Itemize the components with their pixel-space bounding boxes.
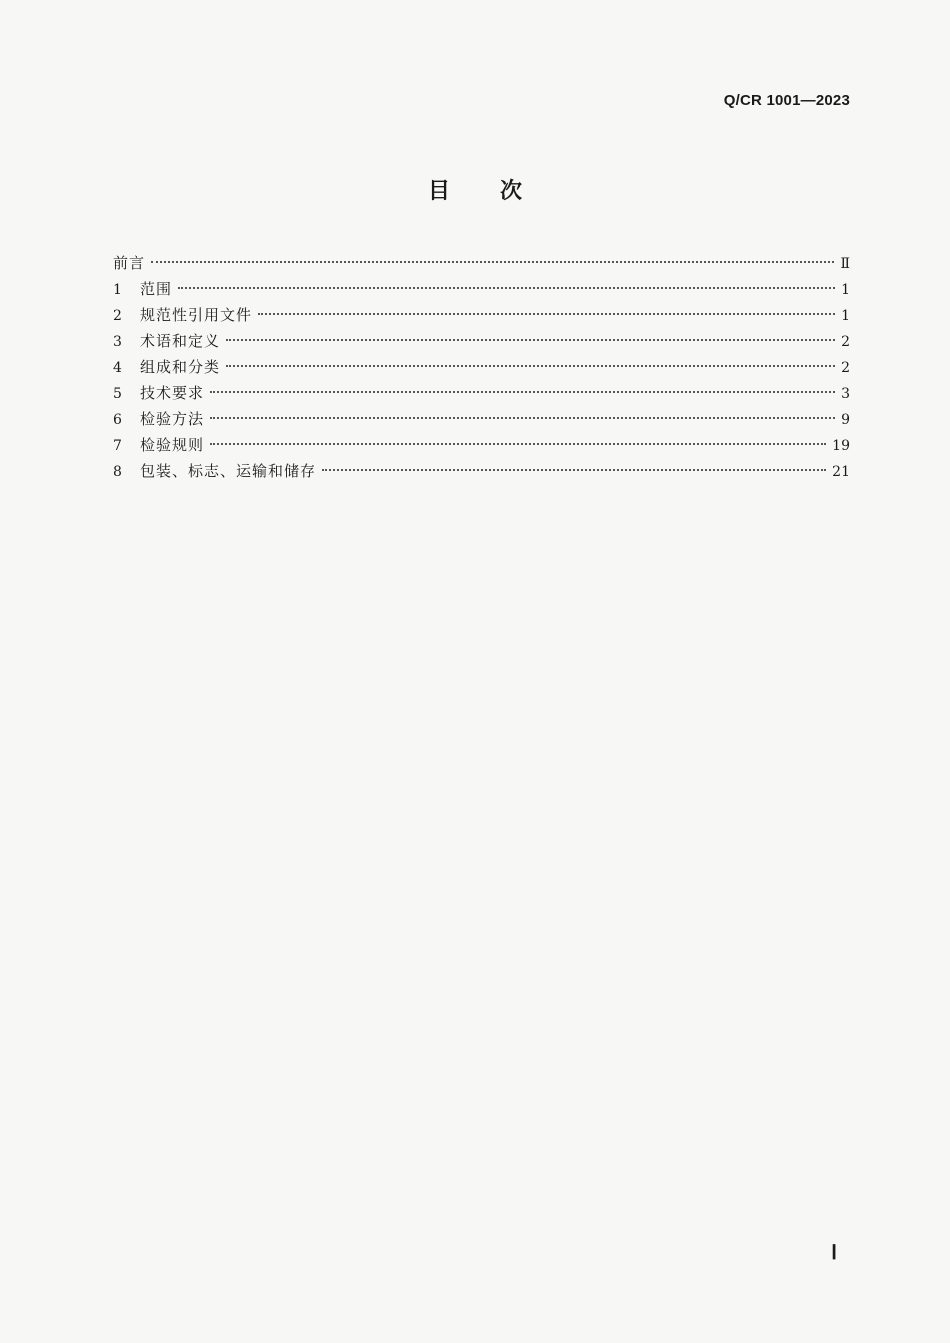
toc-entry-composition-classification[interactable] — [113, 354, 850, 380]
toc-entry-test-methods[interactable] — [113, 406, 850, 432]
toc-leader-dots — [226, 339, 835, 341]
toc-entry-terms-definitions[interactable] — [113, 328, 850, 354]
toc-entry-number: 8 — [113, 464, 122, 480]
toc-entry-label: 术语和定义 — [140, 332, 221, 350]
table-of-contents — [113, 250, 850, 484]
toc-entry-label: 技术要求 — [140, 384, 205, 402]
title-char-2: 次 — [500, 179, 523, 204]
toc-entry-label: 范围 — [140, 280, 173, 298]
toc-entry-page: 19 — [832, 438, 850, 454]
toc-entry-label: 检验方法 — [140, 410, 205, 428]
toc-leader-dots — [151, 261, 834, 263]
toc-leader-dots — [258, 313, 835, 315]
toc-entry-number: 2 — [113, 308, 122, 324]
toc-entry-label: 检验规则 — [140, 436, 205, 454]
toc-leader-dots — [210, 391, 835, 393]
toc-leader-dots — [210, 443, 826, 445]
toc-leader-dots — [322, 469, 826, 471]
toc-entry-inspection-rules[interactable] — [113, 432, 850, 458]
page-title — [0, 174, 950, 205]
toc-entry-label: 前言 — [113, 254, 146, 272]
toc-entry-foreword[interactable] — [113, 250, 850, 276]
toc-entry-label: 包装、标志、运输和储存 — [140, 462, 317, 480]
toc-entry-number: 5 — [113, 386, 122, 402]
toc-entry-number: 1 — [113, 282, 122, 298]
toc-entry-label: 规范性引用文件 — [140, 306, 253, 324]
toc-entry-page: 3 — [841, 386, 850, 402]
toc-entry-page: Ⅱ — [840, 256, 850, 272]
document-code: Q/CR 1001—2023 — [723, 92, 850, 109]
toc-entry-number: 7 — [113, 438, 122, 454]
toc-entry-page: 1 — [841, 308, 850, 324]
toc-entry-page: 9 — [841, 412, 850, 428]
toc-entry-page: 21 — [832, 464, 850, 480]
toc-entry-label: 组成和分类 — [140, 358, 221, 376]
toc-entry-scope[interactable] — [113, 276, 850, 302]
toc-entry-number: 4 — [113, 360, 122, 376]
title-char-1: 目 — [427, 179, 450, 204]
toc-entry-number: 3 — [113, 334, 122, 350]
toc-entry-normative-references[interactable] — [113, 302, 850, 328]
toc-entry-packaging-marking-transport-storage[interactable] — [113, 458, 850, 484]
toc-entry-page: 2 — [841, 334, 850, 350]
toc-entry-page: 2 — [841, 360, 850, 376]
toc-entry-technical-requirements[interactable] — [113, 380, 850, 406]
toc-leader-dots — [178, 287, 835, 289]
toc-entry-page: 1 — [841, 282, 850, 298]
toc-entry-number: 6 — [113, 412, 122, 428]
toc-leader-dots — [210, 417, 835, 419]
page-number: Ⅰ — [831, 1242, 837, 1264]
toc-leader-dots — [226, 365, 835, 367]
